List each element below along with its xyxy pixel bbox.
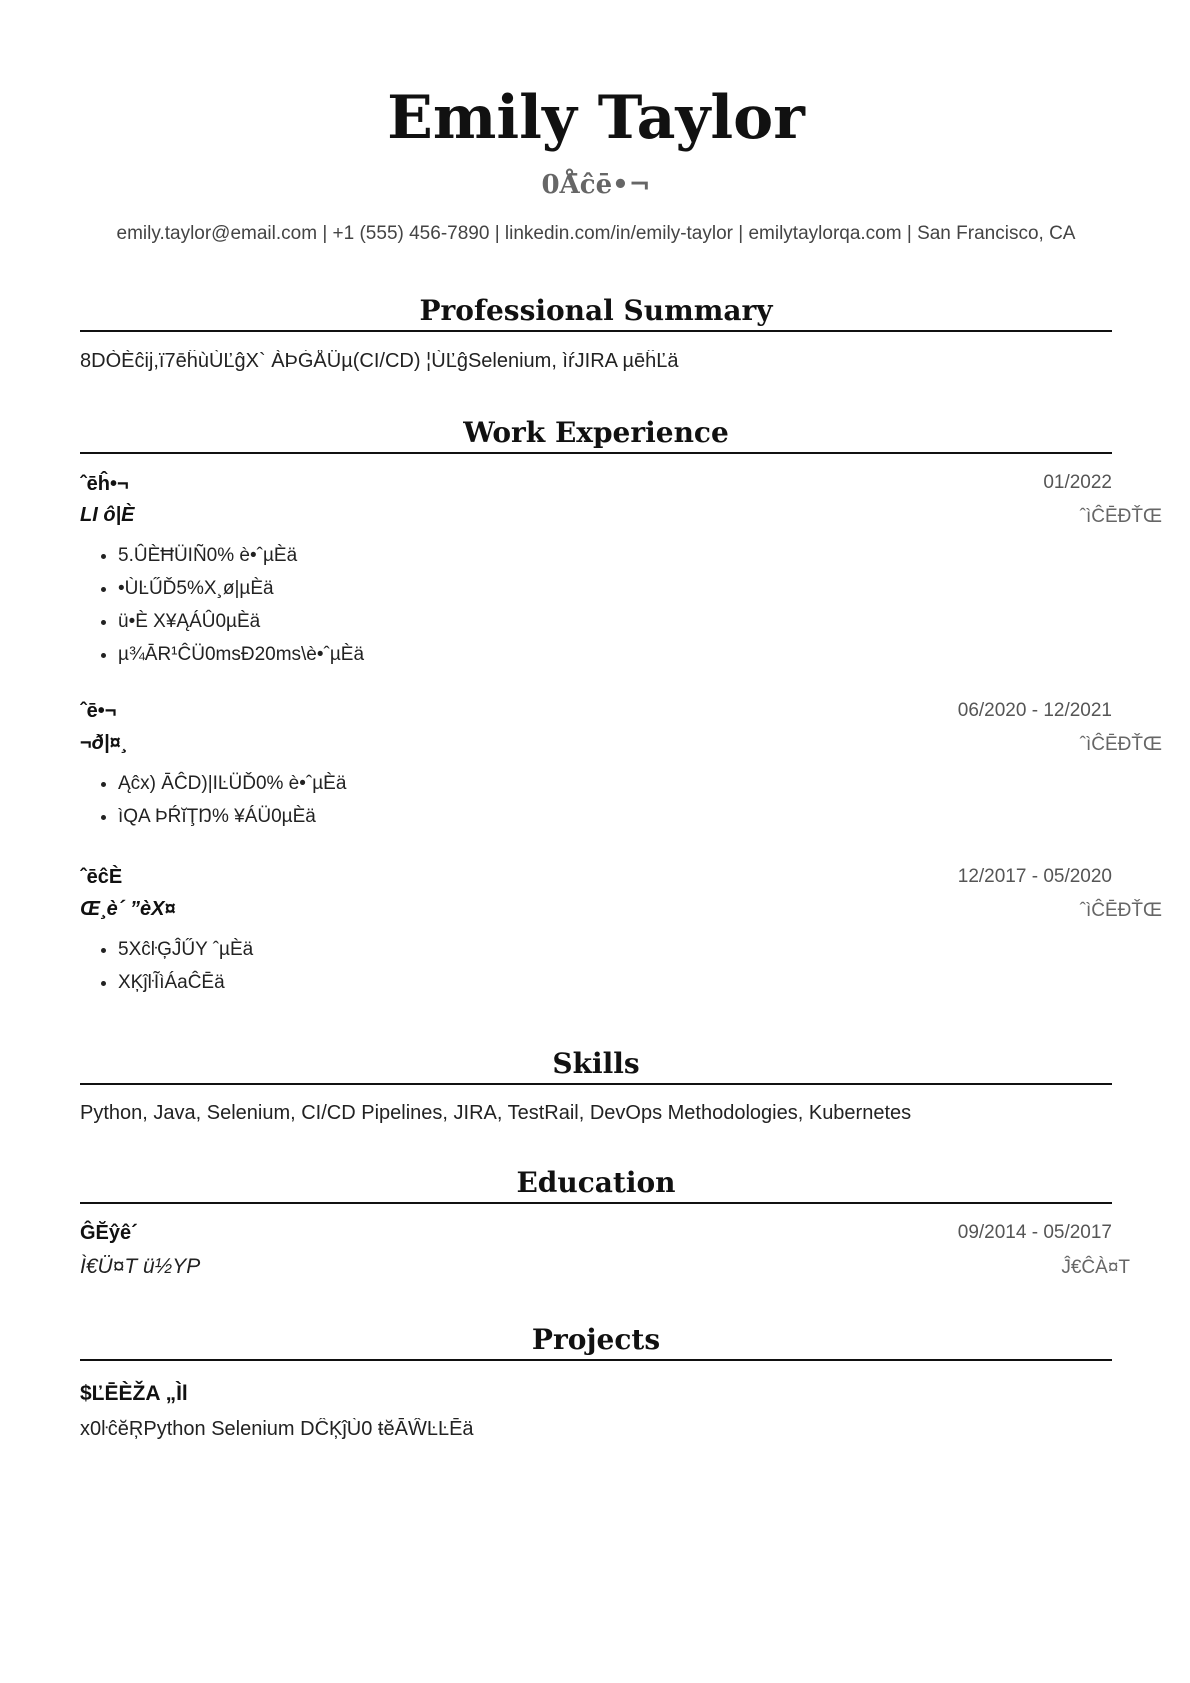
list-item: • 5XĉŀĢĴŰY ˆµÈä [118, 933, 253, 966]
job-bullets [80, 933, 253, 999]
education-date: 09/2014 - 05/2017 [957, 1222, 1112, 1243]
contact-line: emily.taylor@email.com | +1 (555) 456-7890 | linkedin.com/in/emily-taylor | emilytaylorqa.com | San Francisco, CA [116, 223, 1076, 244]
job-company: ˆēĉÈ [80, 866, 123, 888]
job-company: ˆēĥ•¬ [80, 473, 129, 495]
job-bullets [80, 539, 364, 671]
list-item: • Ąĉx) ĀĈD)|IĿÜĎ0% è•ˆµÈä [118, 767, 346, 800]
section-heading-skills: Skills [552, 1047, 640, 1080]
job-role: ¬ð|¤¸ [80, 732, 128, 754]
list-item: • ü•È X¥ĄÁÛ0µÈä [118, 605, 364, 638]
education-location: Ĵ€ĈÀ¤T [1061, 1257, 1130, 1278]
section-heading-experience: Work Experience [463, 416, 729, 449]
section-heading-education: Education [516, 1166, 676, 1199]
list-item: • ìQA ÞŔĭŢŊ% ¥ÁÜ0µÈä [118, 800, 346, 833]
section-divider [80, 1083, 1112, 1085]
section-divider [80, 330, 1112, 332]
section-divider [80, 1359, 1112, 1361]
section-divider [80, 452, 1112, 454]
project-name: $ĽĒÈŽA „Ìl [80, 1382, 188, 1405]
job-date: 12/2017 - 05/2020 [957, 866, 1112, 887]
education-degree: Ì€Ü¤T ü½YP [80, 1255, 201, 1278]
list-item: • µ¾ĀR¹ĈÜ0msĐ20ms\è•ˆµÈä [118, 638, 364, 671]
project-description: x0ŀĉĕŖPython Selenium DĈĶĵÙ0 ŧĕĀŴĿĿĒä [80, 1418, 474, 1440]
job-date: 06/2020 - 12/2021 [957, 700, 1112, 721]
job-company: ˆē•¬ [80, 700, 117, 722]
section-heading-summary: Professional Summary [419, 294, 773, 327]
job-location: ˆìĈĒĐŤŒ [1079, 900, 1162, 921]
skills-text: Python, Java, Selenium, CI/CD Pipelines, JIRA, TestRail, DevOps Methodologies, Kubernetes [80, 1102, 912, 1124]
list-item: • XĶĵŀĨìÁaĈĒä [118, 966, 253, 999]
job-role: Œ¸è´ ”èX¤ [80, 898, 176, 920]
job-bullets [80, 767, 346, 833]
list-item: • •ÙĿŰĎ5%X¸ø|µÈä [118, 572, 364, 605]
job-location: ˆìĈĒĐŤŒ [1079, 506, 1162, 527]
job-date: 01/2022 [1043, 472, 1112, 493]
job-role: LI ô|È [80, 504, 135, 526]
education-school: ĜĔŷê´ [80, 1222, 138, 1244]
candidate-name: Emily Taylor [387, 83, 805, 153]
candidate-title: 0Å̄ĉē•¬ [541, 170, 651, 200]
summary-text: 8DÒÈĉĳ,ï7ēĥùÙĽĝX` ÀÞĠÅÜµ(CI/CD) ¦ÙĽĝSelenium, ìŕJIRA µēĥĽä [80, 350, 679, 372]
job-location: ˆìĈĒĐŤŒ [1079, 734, 1162, 755]
section-heading-projects: Projects [531, 1323, 661, 1356]
section-divider [80, 1202, 1112, 1204]
list-item: • 5.ÛÈĦÜIÑ0% è•ˆµÈä [118, 539, 364, 572]
